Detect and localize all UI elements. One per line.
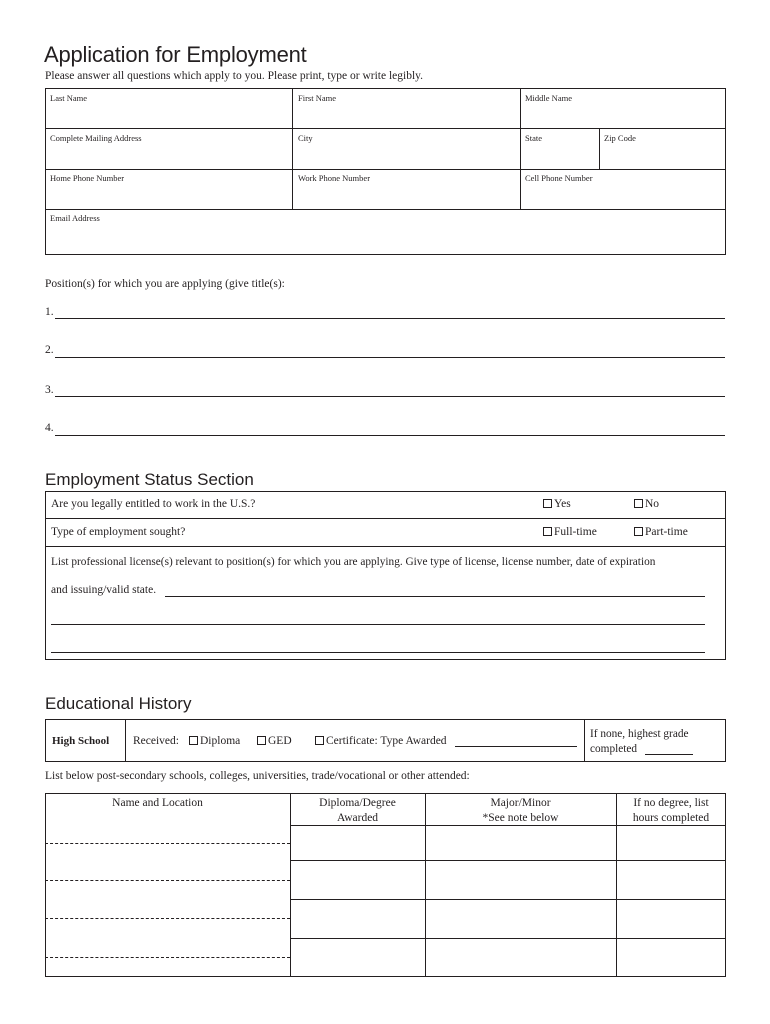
instructions-text: Please answer all questions which apply to you. Please print, type or write legibly. — [45, 70, 424, 82]
legal-yes-label: Yes — [554, 498, 571, 510]
checkbox-icon[interactable] — [634, 499, 643, 508]
diploma-label: Diploma — [200, 735, 241, 747]
email-field[interactable]: Email Address — [50, 213, 100, 223]
checkbox-icon[interactable] — [257, 736, 266, 745]
checkbox-icon[interactable] — [543, 527, 552, 536]
contact-divider — [520, 88, 521, 209]
position-line-3[interactable] — [55, 396, 725, 397]
contact-divider — [599, 128, 600, 169]
school-entry-line[interactable] — [45, 957, 290, 958]
cell-phone-field[interactable]: Cell Phone Number — [525, 173, 593, 183]
school-entry-line[interactable] — [45, 880, 290, 881]
received-label: Received: — [133, 735, 179, 747]
col-header-major-sub: *See note below — [482, 812, 559, 824]
license-line-3[interactable] — [51, 652, 705, 653]
col-header-name-location: Name and Location — [112, 797, 203, 809]
diploma-option[interactable] — [189, 735, 240, 747]
last-name-field[interactable]: Last Name — [50, 93, 88, 103]
checkbox-icon[interactable] — [189, 736, 198, 745]
legal-yes-option[interactable] — [543, 498, 571, 510]
position-line-number: 2. — [45, 344, 54, 356]
middle-name-field[interactable]: Middle Name — [525, 93, 572, 103]
part-time-label: Part-time — [645, 526, 688, 538]
legal-work-question: Are you legally entitled to work in the U.S.? — [51, 498, 256, 510]
position-line-4[interactable] — [55, 435, 725, 436]
employment-type-question: Type of employment sought? — [51, 526, 186, 538]
col-header-diploma-sub: Awarded — [336, 812, 379, 824]
school-entry-line[interactable] — [45, 843, 290, 844]
col-header-hours-sub: hours completed — [632, 812, 710, 824]
schools-row-divider — [290, 899, 726, 900]
schools-row-divider — [290, 860, 726, 861]
legal-no-label: No — [645, 498, 660, 510]
hs-divider — [584, 719, 585, 762]
contact-divider — [45, 209, 726, 210]
first-name-field[interactable]: First Name — [298, 93, 337, 103]
license-instructions-cont: and issuing/valid state. — [51, 584, 157, 596]
if-none-label: If none, highest grade — [590, 728, 689, 740]
position-line-number: 1. — [45, 306, 54, 318]
contact-divider — [45, 128, 726, 129]
high-school-label: High School — [52, 735, 110, 747]
ged-label: GED — [268, 735, 292, 747]
license-line-2[interactable] — [51, 624, 705, 625]
city-field[interactable]: City — [298, 133, 313, 143]
schools-row-divider — [290, 938, 726, 939]
educational-history-heading: Educational History — [45, 694, 192, 713]
license-line-1[interactable] — [165, 596, 705, 597]
home-phone-field[interactable]: Home Phone Number — [50, 173, 125, 183]
positions-prompt: Position(s) for which you are applying (give title(s): — [45, 278, 285, 290]
checkbox-icon[interactable] — [543, 499, 552, 508]
post-secondary-prompt: List below post-secondary schools, colleges, universities, trade/vocational or other attended: — [45, 770, 470, 782]
col-header-major: Major/Minor — [490, 797, 551, 809]
grade-completed-line[interactable] — [645, 754, 693, 755]
grade-completed-label: completed — [590, 743, 638, 755]
page-title: Application for Employment — [44, 42, 307, 67]
col-header-diploma: Diploma/Degree — [319, 797, 396, 809]
status-divider — [45, 518, 726, 519]
checkbox-icon[interactable] — [634, 527, 643, 536]
employment-status-heading: Employment Status Section — [45, 470, 254, 489]
legal-no-option[interactable] — [634, 498, 659, 510]
certificate-label: Certificate: Type Awarded — [326, 735, 447, 747]
full-time-option[interactable] — [543, 526, 597, 538]
position-line-number: 3. — [45, 384, 54, 396]
school-entry-line[interactable] — [45, 918, 290, 919]
contact-info-grid — [45, 88, 726, 255]
mailing-address-field[interactable]: Complete Mailing Address — [50, 133, 142, 143]
certificate-type-line[interactable] — [455, 746, 577, 747]
contact-divider — [45, 169, 726, 170]
state-field[interactable]: State — [525, 133, 542, 143]
employment-status-box — [45, 491, 726, 660]
certificate-option[interactable] — [315, 735, 447, 747]
hs-divider — [125, 719, 126, 762]
checkbox-icon[interactable] — [315, 736, 324, 745]
position-line-1[interactable] — [55, 318, 725, 319]
full-time-label: Full-time — [554, 526, 597, 538]
license-instructions: List professional license(s) relevant to position(s) for which you are applying. Give type of license, license number, date of expiration — [51, 556, 656, 568]
status-divider — [45, 546, 726, 547]
work-phone-field[interactable]: Work Phone Number — [298, 173, 371, 183]
part-time-option[interactable] — [634, 526, 688, 538]
zip-code-field[interactable]: Zip Code — [604, 133, 636, 143]
schools-row-divider — [290, 825, 726, 826]
col-header-hours: If no degree, list — [633, 797, 709, 809]
contact-divider — [292, 88, 293, 209]
position-line-number: 4. — [45, 422, 54, 434]
ged-option[interactable] — [257, 735, 292, 747]
position-line-2[interactable] — [55, 357, 725, 358]
